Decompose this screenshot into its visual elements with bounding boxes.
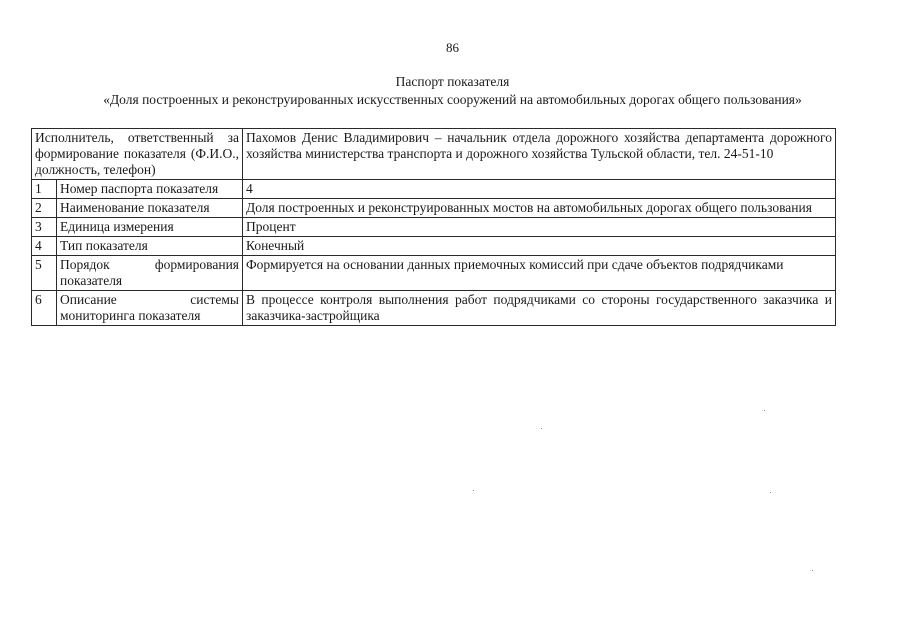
title-line-1: Паспорт показателя [395,74,510,89]
table-row [32,291,836,326]
scan-speck [473,490,474,491]
row-value: Формируется на основании данных приемочных комиссий при сдаче объектов подрядчиками [243,256,836,291]
executor-label: Исполнитель, ответственный за формирование показателя (Ф.И.О., должность, телефон) [32,129,243,180]
row-value: Процент [243,218,836,237]
page-number: 86 [446,40,459,55]
table-row [32,180,836,199]
row-value: Доля построенных и реконструированных мостов на автомобильных дорогах общего пользования [243,199,836,218]
row-number: 2 [32,199,57,218]
row-label: Порядок формирования показателя [57,256,243,291]
title-line-2: «Доля построенных и реконструированных искусственных сооружений на автомобильных дорогах общего пользования» [103,92,802,107]
scan-speck [541,428,542,429]
row-number: 1 [32,180,57,199]
row-number: 3 [32,218,57,237]
table-row-executor [32,129,836,180]
scan-speck [764,410,765,411]
row-number: 6 [32,291,57,326]
row-label: Наименование показателя [57,199,243,218]
row-number: 4 [32,237,57,256]
table-row [32,199,836,218]
row-value: В процессе контроля выполнения работ подрядчиками со стороны государственного заказчика и заказчика-застройщика [243,291,836,326]
table-row [32,218,836,237]
document-title [0,73,905,109]
row-value: 4 [243,180,836,199]
scan-speck [812,570,813,571]
table-row [32,256,836,291]
row-number: 5 [32,256,57,291]
row-value: Конечный [243,237,836,256]
executor-value: Пахомов Денис Владимирович – начальник отдела дорожного хозяйства департамента дорожного хозяйства министерства транспорта и дорожного хозяйства Тульской области, тел. 24-51-10 [243,129,836,180]
table-row [32,237,836,256]
row-label: Номер паспорта показателя [57,180,243,199]
scan-speck [770,492,771,493]
row-label: Тип показателя [57,237,243,256]
row-label: Описание системы мониторинга показателя [57,291,243,326]
indicator-passport-table [31,128,836,326]
row-label: Единица измерения [57,218,243,237]
